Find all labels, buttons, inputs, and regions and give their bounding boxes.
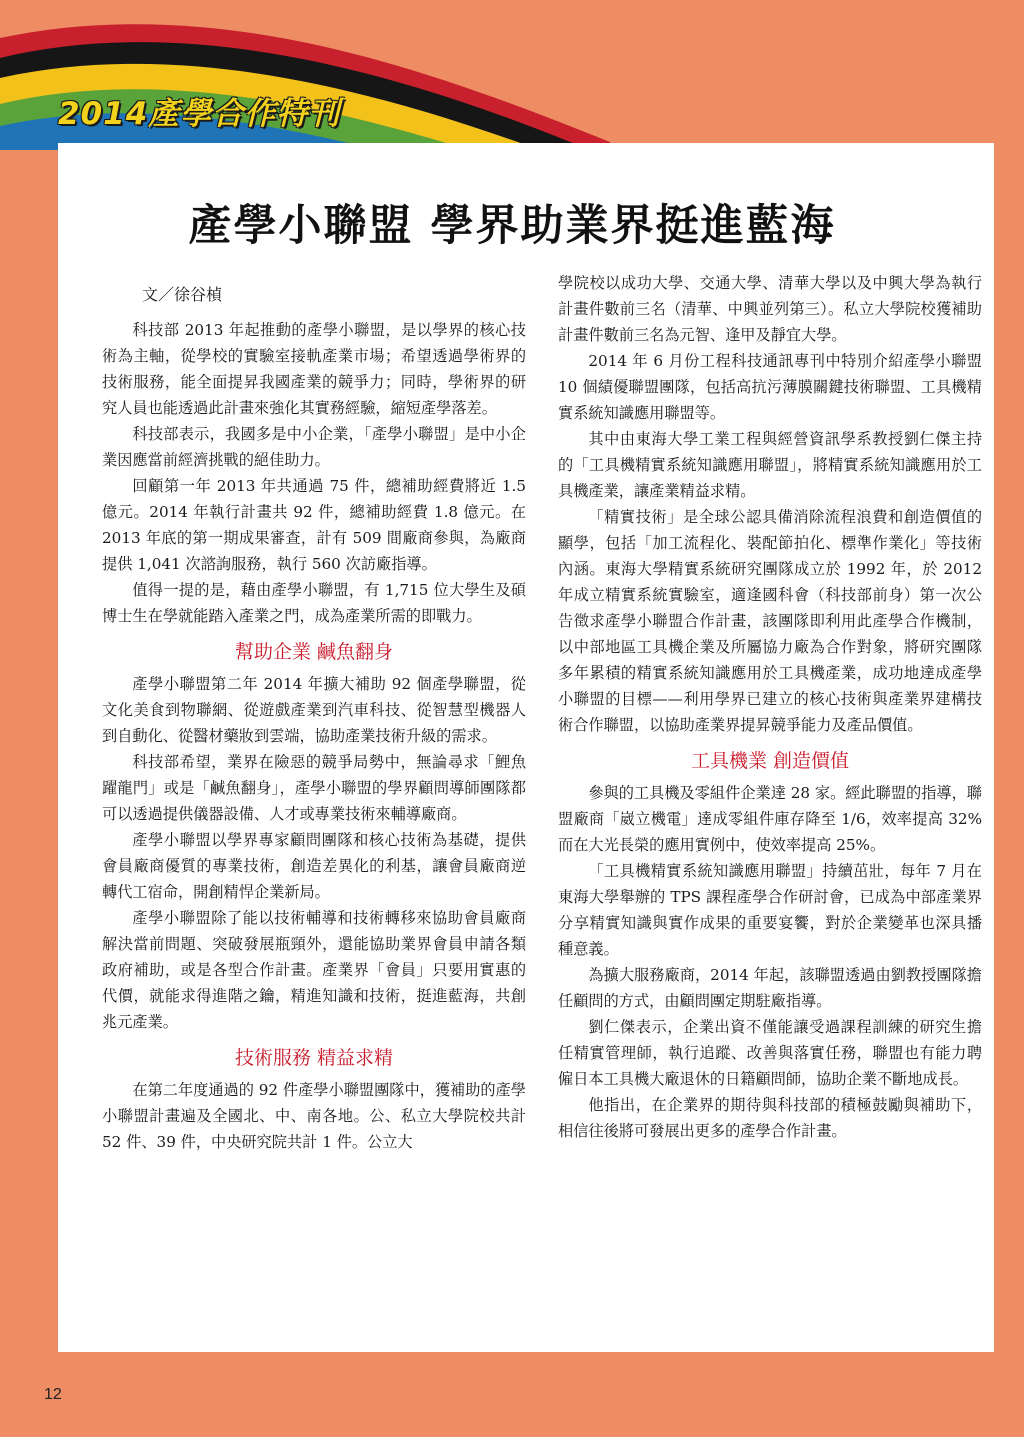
paragraph: 科技部希望，業界在險惡的競爭局勢中，無論尋求「鯉魚躍龍門」或是「鹹魚翻身」，產學小聯盟的學界顧問導師團隊都可以透過提供儀器設備、人才或專業技術來輔導廠商。 bbox=[102, 753, 526, 823]
paragraph: 其中由東海大學工業工程與經營資訊學系教授劉仁傑主持的「工具機精實系統知識應用聯盟」，將精實系統知識應用於工具機產業，讓產業精益求精。 bbox=[558, 430, 982, 500]
paragraph: 「工具機精實系統知識應用聯盟」持續茁壯，每年 7 月在東海大學舉辦的 TPS 課程產學合作研討會，已成為中部產業界分享精實知識與實作成果的重要宴饗，對於企業變革也深具播種意義。 bbox=[558, 862, 982, 958]
paragraph: 2014 年 6 月份工程科技通訊專刊中特別介紹產學小聯盟 10 個績優聯盟團隊，包括高抗污薄膜關鍵技術聯盟、工具機精實系統知識應用聯盟等。 bbox=[558, 352, 982, 422]
right-column-text bbox=[558, 270, 982, 1144]
paragraph: 參與的工具機及零組件企業達 28 家。經此聯盟的指導，聯盟廠商「崴立機電」達成零組件庫存降至 1/6，效率提高 32% 而在大光長榮的應用實例中，使效率提高 25%。 bbox=[558, 784, 982, 854]
left-column-text bbox=[102, 317, 526, 1155]
paragraph: 他指出，在企業界的期待與科技部的積極鼓勵與補助下，相信往後將可發展出更多的產學合作計畫。 bbox=[558, 1096, 982, 1140]
section-subheading: 幫助企業 鹹魚翻身 bbox=[234, 641, 394, 663]
paragraph: 劉仁傑表示，企業出資不僅能讓受過課程訓練的研究生擔任精實管理師，執行追蹤、改善與落實任務，聯盟也有能力聘僱日本工具機大廠退休的日籍顧問師，協助企業不斷地成長。 bbox=[558, 1018, 982, 1088]
paragraph: 學院校以成功大學、交通大學、清華大學以及中興大學為執行計畫件數前三名（清華、中興並列第三）。私立大學院校獲補助計畫件數前三名為元智、逢甲及靜宜大學。 bbox=[558, 274, 982, 344]
paragraph: 在第二年度通過的 92 件產學小聯盟團隊中，獲補助的產學小聯盟計畫遍及全國北、中、南各地。公、私立大學院校共計 52 件、39 件，中央研究院共計 1 件。公立大 bbox=[102, 1081, 526, 1151]
paragraph: 「精實技術」是全球公認具備消除流程浪費和創造價值的顯學，包括「加工流程化、裝配節拍化、標準作業化」等技術內涵。東海大學精實系統研究團隊成立於 1992 年，於 2012 年成立精實系統實驗室，適逢國科會（科技部前身）第一次公告徵求產學小聯盟合作計畫，該團隊即利用此產學合作機制，以中部地區工具機企業及所屬協力廠為合作對象，將研究團隊多年累積的精實系統知識應用於工具機產業，成功地達成產學小聯盟的目標——利用學界已建立的核心技術與產業界建構技術合作聯盟，以協助產業界提昇競爭能力及產品價值。 bbox=[558, 508, 982, 734]
paragraph: 科技部 2013 年起推動的產學小聯盟，是以學界的核心技術為主軸，從學校的實驗室接軌產業市場；希望透過學術界的技術服務，能全面提昇我國產業的競爭力；同時，學術界的研究人員也能透過此計畫來強化其實務經驗，縮短產學落差。 bbox=[102, 321, 526, 417]
section-subheading: 技術服務 精益求精 bbox=[234, 1047, 394, 1069]
right-column bbox=[558, 270, 982, 1144]
paragraph: 科技部表示，我國多是中小企業，「產學小聯盟」是中小企業因應當前經濟挑戰的絕佳助力。 bbox=[102, 425, 526, 469]
paragraph: 產學小聯盟除了能以技術輔導和技術轉移來協助會員廠商解決當前問題、突破發展瓶頸外，還能協助業界會員申請各類政府補助，或是各型合作計畫。產業界「會員」只要用實惠的代價，就能求得進階之鑰，精進知識和技術，挺進藍海，共創兆元產業。 bbox=[102, 909, 526, 1031]
byline: 文／徐谷楨 bbox=[142, 285, 223, 304]
paragraph: 產學小聯盟第二年 2014 年擴大補助 92 個產學聯盟，從文化美食到物聯網、從遊戲產業到汽車科技、從智慧型機器人到自動化、從醫材藥妝到雲端，協助產業技術升級的需求。 bbox=[102, 675, 526, 745]
article-headline: 產學小聯盟 學界助業界挺進藍海 bbox=[188, 201, 836, 251]
section-subheading: 工具機業 創造價值 bbox=[690, 750, 850, 772]
paragraph: 產學小聯盟以學界專家顧問團隊和核心技術為基礎，提供會員廠商優質的專業技術，創造差異化的利基，讓會員廠商逆轉代工宿命，開創精悍企業新局。 bbox=[102, 831, 526, 901]
paragraph: 回顧第一年 2013 年共通過 75 件，總補助經費將近 1.5 億元。2014 年執行計畫共 92 件，總補助經費 1.8 億元。在 2013 年底的第一期成果審查，計有 509 間廠商參與，為廠商提供 1,041 次諮詢服務，執行 560 次訪廠指導。 bbox=[102, 477, 526, 573]
left-column bbox=[102, 270, 526, 1155]
issue-title: 2014產學合作特刊 bbox=[58, 96, 341, 132]
paragraph: 為擴大服務廠商，2014 年起，該聯盟透過由劉教授團隊擔任顧問的方式，由顧問團定期駐廠指導。 bbox=[558, 966, 982, 1010]
paragraph: 值得一提的是，藉由產學小聯盟，有 1,715 位大學生及碩博士生在學就能踏入產業之門，成為產業所需的即戰力。 bbox=[102, 581, 526, 625]
page-number: 12 bbox=[44, 1386, 62, 1403]
